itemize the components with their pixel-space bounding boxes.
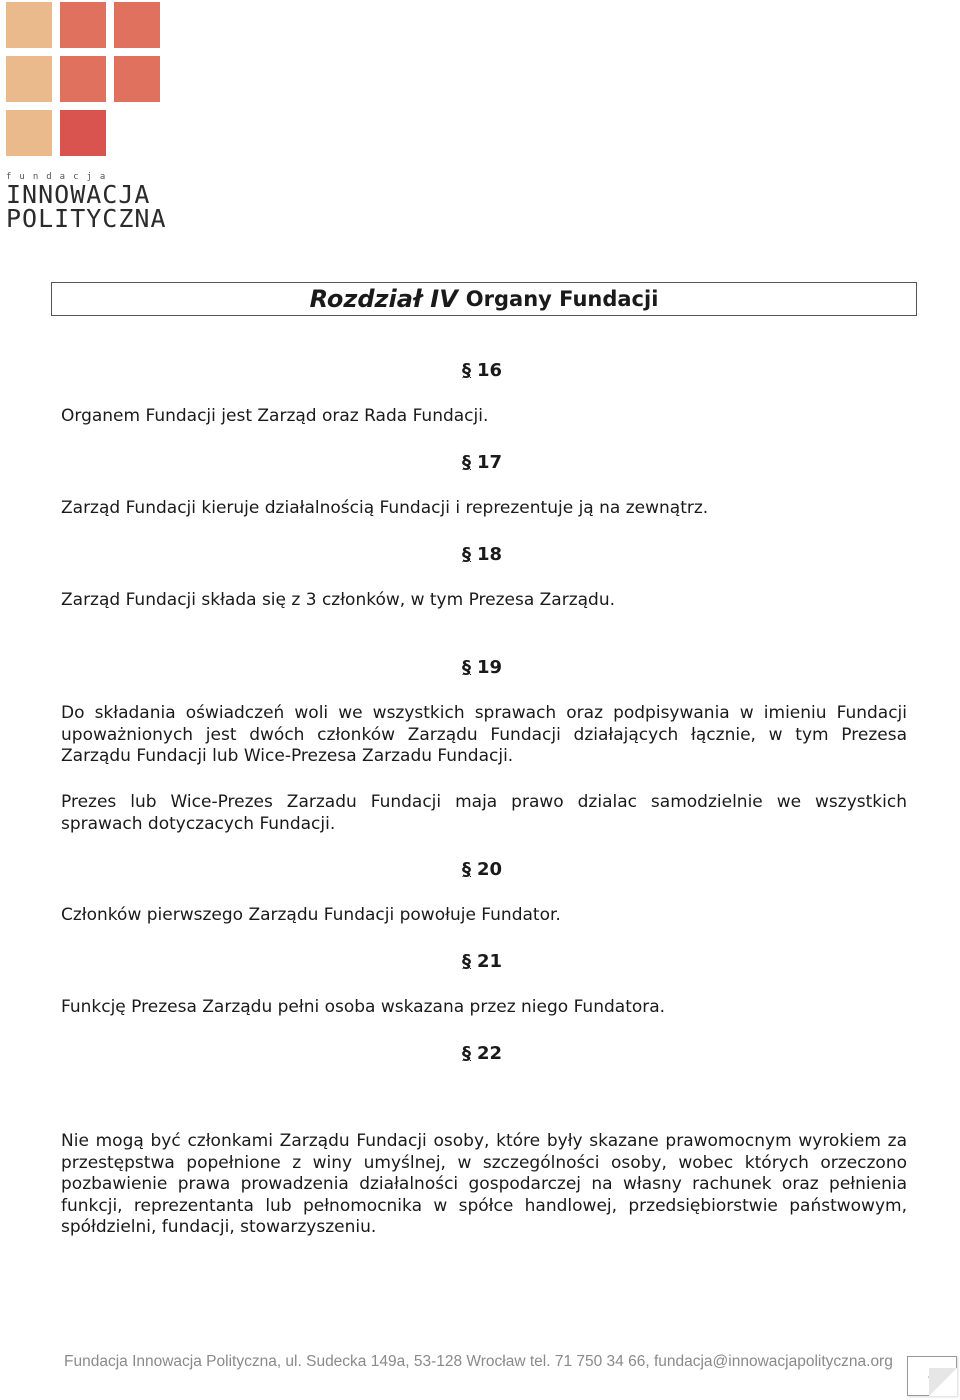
section-number-value: 21 [477, 951, 503, 972]
page-number-value: 4 [928, 1369, 936, 1383]
section-paragraph: Prezes lub Wice-Prezes Zarzadu Fundacji maja prawo dzialac samodzielnie we wszystkich sprawach dotyczacych Fundacji. [61, 792, 907, 834]
logo-small-text: fundacja [6, 172, 114, 182]
section-symbol: § [462, 360, 471, 381]
section-symbol: § [462, 452, 471, 473]
logo-wordmark-line1: INNOWACJA [6, 180, 151, 209]
logo-square [60, 2, 106, 48]
section-paragraph: Zarząd Fundacji składa się z 3 członków, w tym Prezesa Zarządu. [61, 590, 616, 610]
chapter-label: Rozdział IV [309, 285, 458, 313]
section-number [462, 452, 502, 473]
logo-square [6, 2, 52, 48]
section-number [462, 1043, 502, 1064]
logo-wordmark-line2: POLITYCZNA [6, 204, 167, 233]
section-number-value: 18 [477, 544, 503, 565]
chapter-heading [51, 282, 917, 316]
section-number-value: 17 [477, 452, 503, 473]
section-number [462, 544, 502, 565]
section-number-value: 16 [477, 360, 503, 381]
foundation-logo [6, 2, 167, 233]
logo-square [114, 2, 160, 48]
section-number [462, 951, 502, 972]
section-symbol: § [462, 657, 471, 678]
logo-square [6, 56, 52, 102]
section-symbol: § [462, 1043, 471, 1064]
section-symbol: § [462, 544, 471, 565]
section-symbol: § [462, 859, 471, 880]
section-number-value: 19 [477, 657, 503, 678]
section-number-value: 22 [477, 1043, 503, 1064]
logo-square [114, 56, 160, 102]
section-paragraph: Członków pierwszego Zarządu Fundacji powołuje Fundator. [61, 905, 561, 925]
footer-contact: Fundacja Innowacja Polityczna, ul. Sudecka 149a, 53-128 Wrocław tel. 71 750 34 66, fundacja@innowacjapolityczna.org [64, 1353, 893, 1370]
page-number [907, 1356, 957, 1396]
page-fold-icon [929, 1368, 957, 1396]
section-symbol: § [462, 951, 471, 972]
section-paragraph: Zarząd Fundacji kieruje działalnością Fundacji i reprezentuje ją na zewnątrz. [61, 498, 709, 518]
section-number-value: 20 [477, 859, 503, 880]
section-number [462, 859, 502, 880]
section-paragraph: Organem Fundacji jest Zarząd oraz Rada Fundacji. [61, 406, 489, 426]
logo-square [6, 110, 52, 156]
section-paragraph: Funkcję Prezesa Zarządu pełni osoba wskazana przez niego Fundatora. [61, 997, 666, 1017]
chapter-title: Organy Fundacji [465, 287, 659, 311]
section-paragraph: Nie mogą być członkami Zarządu Fundacji osoby, które były skazane prawomocnym wyrokiem za przestępstwa popełnione z winy umyślnej, w szczególności osoby, wobec których orzeczono pozbawienie prawa prowadzenia działalności gospodarczej na własny rachunek oraz pełnienia funkcji, reprezentanta lub pełnomocnika w spółce handlowej, przedsiębiorstwie państwowym, spółdzielni, fundacji, stowarzyszeniu. [61, 1131, 907, 1237]
logo-square [60, 56, 106, 102]
section-paragraph: Do składania oświadczeń woli we wszystkich sprawach oraz podpisywania w imieniu Fundacji upoważnionych jest dwóch członków Zarządu Fundacji działających łącznie, w tym Prezesa Zarządu Fundacji lub Wice-Prezesa Zarzadu Fundacji. [61, 703, 907, 766]
section-number [462, 360, 502, 381]
section-number [462, 657, 502, 678]
logo-square [60, 110, 106, 156]
